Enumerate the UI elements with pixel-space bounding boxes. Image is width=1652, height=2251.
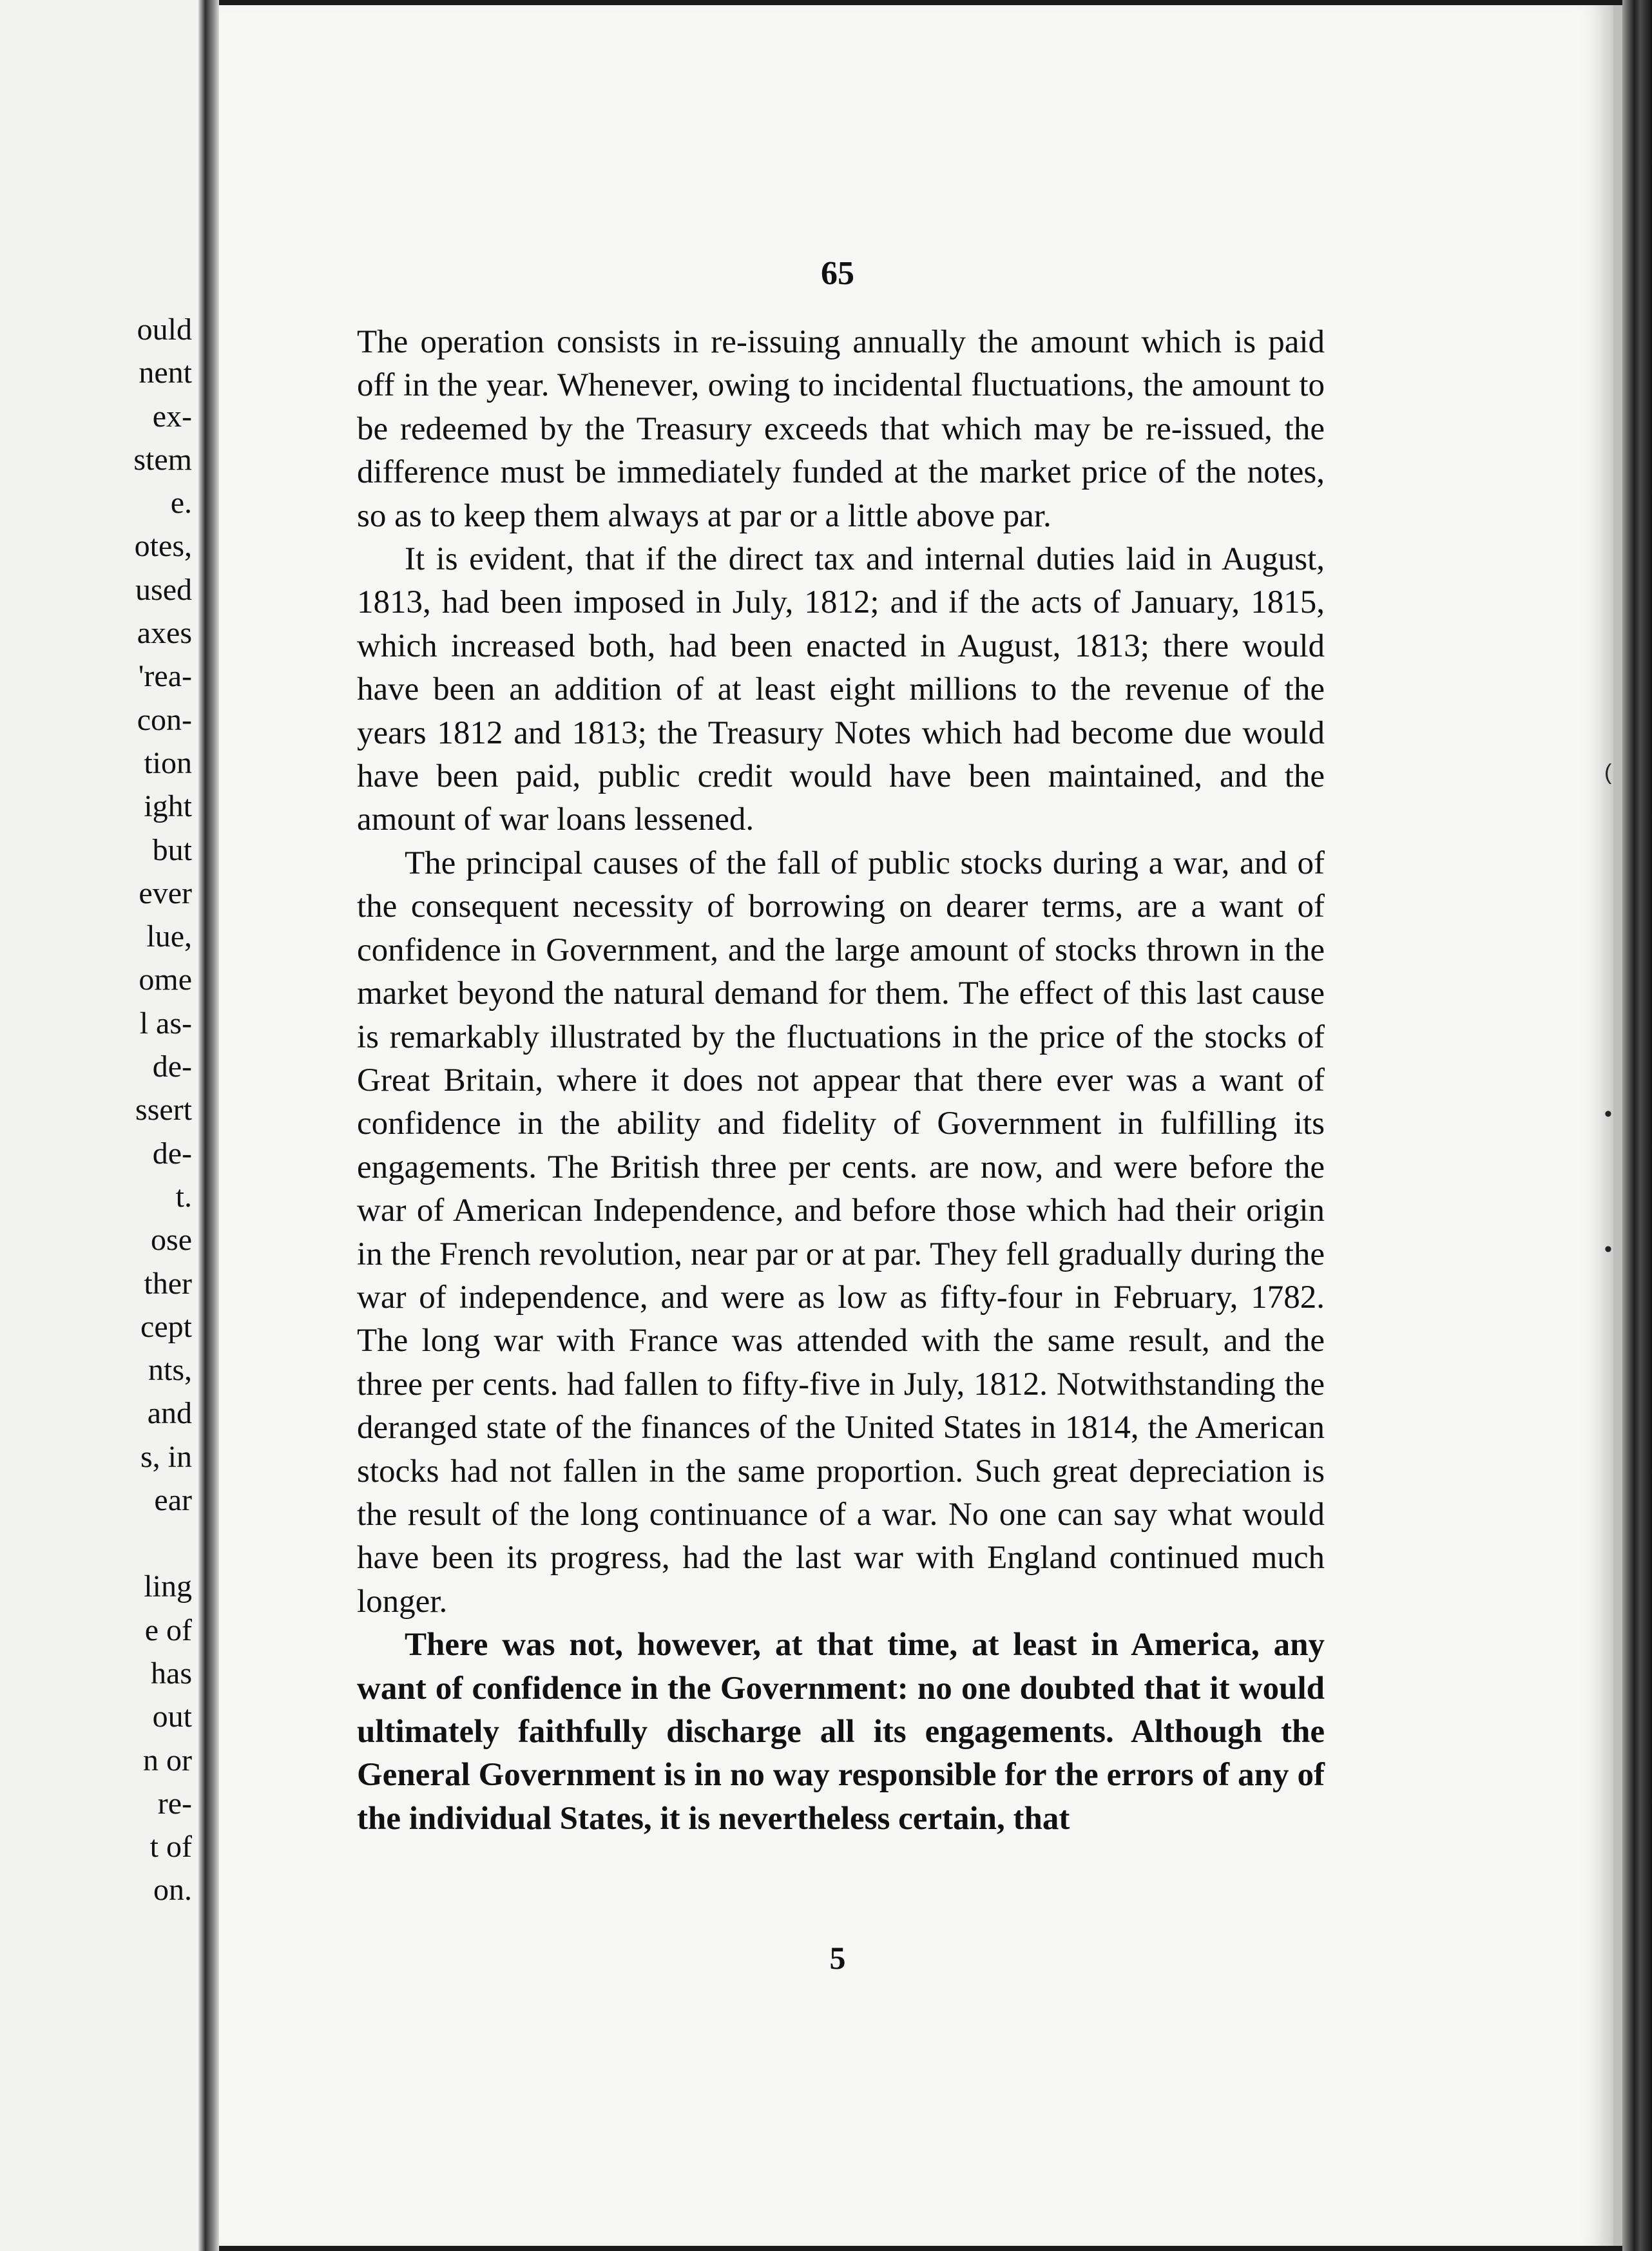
speck-2: • <box>1604 1102 1612 1126</box>
paragraph-3: The principal causes of the fall of public stocks during a war, and of the consequent necessity of borrowing on dearer terms, are a want of confidence in Government, and the large amount of stocks thrown in the market beyond the natural demand for them. The effect of this last cause is remarkably illustrated by the fluctuations in the price of the stocks of Great Britain, where it does not appear that there ever was a want of confidence in the ability and fidelity of Government in fulfilling its engagements. The British three per cents. are now, and were before the war of American Independence, and before those which had their origin in the French revolution, near par or at par. They fell gradually during the war of independence, and were as low as fifty-four in February, 1782. The long war with France was attended with the same result, and the three per cents. had fallen to fifty-five in July, 1812. Notwithstanding the deranged state of the finances of the United States in 1814, the American stocks had not fallen in the same proportion. Such great depreciation is the result of the long continuance of a war. No one can say what would have been its progress, had the last war with England continued much longer. <box>357 845 1325 1620</box>
speck-1: ( <box>1604 760 1612 785</box>
left-fragment-line: and <box>147 1396 192 1431</box>
page-number: 65 <box>821 255 854 292</box>
left-fragment-line: nent <box>139 356 192 390</box>
left-fragment-line: n or <box>143 1743 192 1777</box>
signature-mark: 5 <box>829 1940 846 1976</box>
left-fragment-line: de- <box>152 1049 192 1084</box>
left-fragment-line: s, in <box>140 1439 192 1474</box>
left-fragment-line: re- <box>157 1786 192 1821</box>
left-fragment-line: t of <box>149 1830 192 1864</box>
left-fragment-line: has <box>151 1656 192 1691</box>
previous-page-text-fragments <box>0 308 192 1912</box>
book-gutter <box>205 0 219 2251</box>
left-fragment-line: ight <box>144 789 192 824</box>
left-fragment-line: nts, <box>148 1353 192 1388</box>
left-fragment-line: ome <box>139 963 192 997</box>
left-fragment-line: axes <box>137 616 192 651</box>
left-fragment-line <box>0 1522 192 1565</box>
previous-page-fragment <box>0 0 205 2251</box>
left-fragment-line: t. <box>175 1179 192 1214</box>
left-fragment-line: but <box>152 832 192 867</box>
paragraph-4: There was not, however, at that time, at least in America, any want of confidence in the Government: no one doubted that it would ultimately faithfully discharge all its engagements. Although the General Government is in no way responsible for the errors of any of the individual States, it is nevertheless certain, that <box>357 1627 1325 1837</box>
speck-3: • <box>1604 1237 1612 1261</box>
left-fragment-line: lue, <box>146 919 192 954</box>
paragraph-2: It is evident, that if the direct tax and internal duties laid in August, 1813, had been imposed in July, 1812; and if the acts of January, 1815, which increased both, had been enacted in August, 1813; there would have been an addition of at least eight millions to the revenue of the years 1812 and 1813; the Treasury Notes which had become due would have been paid, public credit would have been maintained, and the amount of war loans lessened. <box>357 541 1325 838</box>
left-fragment-line: con- <box>137 702 192 737</box>
left-fragment-line: on. <box>153 1873 192 1908</box>
left-fragment-line: de- <box>152 1136 192 1171</box>
left-fragment-line: l as- <box>139 1006 192 1040</box>
left-fragment-line: used <box>135 572 192 607</box>
left-fragment-line: ling <box>144 1569 192 1604</box>
left-fragment-line: ssert <box>135 1093 192 1127</box>
left-fragment-line: ear <box>154 1483 192 1518</box>
left-fragment-line: ex- <box>152 399 192 434</box>
left-fragment-line: cept <box>140 1309 192 1344</box>
left-fragment-line: ose <box>151 1223 192 1258</box>
left-fragment-line: otes, <box>134 529 192 564</box>
left-fragment-line: e. <box>170 486 192 521</box>
left-fragment-line: tion <box>144 745 192 780</box>
body-text <box>357 321 1325 1841</box>
page-edge-shadow <box>1622 0 1652 2251</box>
previous-page-edge <box>198 0 205 2251</box>
left-fragment-line: ould <box>137 312 192 347</box>
paragraph-1: The operation consists in re-issuing annually the amount which is paid off in the year. Whenever, owing to incidental fluctuations, the amount to be redeemed by the Treasury exceeds that which may be re-issued, the difference must be immediately funded at the market price of the notes, so as to keep them always at par or a little above par. <box>357 324 1325 534</box>
left-fragment-line: ther <box>144 1266 192 1301</box>
left-fragment-line: stem <box>133 442 192 477</box>
left-fragment-line: ever <box>139 876 192 910</box>
left-fragment-line: e of <box>144 1613 192 1647</box>
left-fragment-line: 'rea- <box>138 659 192 694</box>
left-fragment-line: out <box>152 1700 192 1734</box>
